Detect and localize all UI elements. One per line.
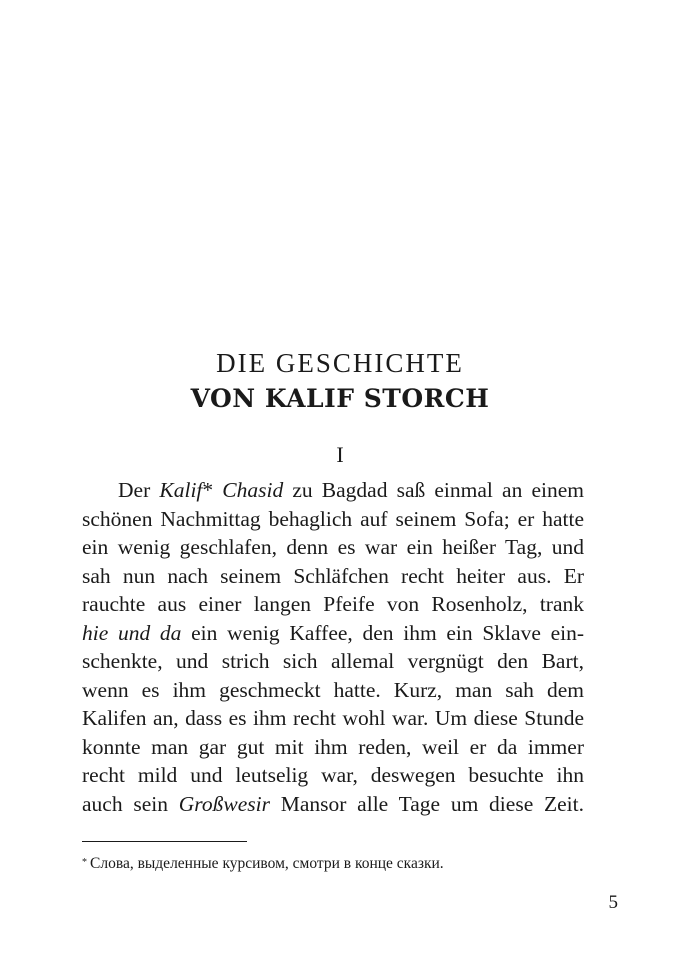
text-run: Mansor alle Tage um diese Zeit. [269,791,585,816]
text-run: wenn es ihm geschmeckt hatte. Kurz, man sah dem [82,677,584,702]
italic-term: Chasid [222,478,284,502]
text-run: sah nun nach seinem Schläfchen recht heiter aus. Er [82,563,584,588]
text-line [82,590,584,619]
footnote [82,853,584,875]
text-line [82,761,584,790]
italic-term: hie und da [82,620,182,645]
italic-term: Großwesir [178,791,270,816]
text-run: zu Bagdad saß einmal an einem [283,478,584,502]
italic-term: Kalif [159,478,203,502]
text-run: ein wenig geschlafen, denn es war ein heißer Tag, und [82,535,584,559]
text-run: * [202,478,223,502]
text-line [82,790,584,819]
text-line [82,505,584,534]
text-run: auch sein [82,791,179,816]
chapter-number: I [336,442,344,467]
text-line [82,619,584,648]
text-run: ein wenig Kaffee, den ihm ein Sklave ein- [181,620,584,645]
text-run: Kalifen an, dass es ihm recht wohl war. Um diese Stunde [82,706,584,730]
text-run: schenkte, und strich sich allemal vergnügt den Bart, [82,649,584,673]
chapter-title-line-2: VON KALIF STORCH [190,384,490,413]
text-run: Der [118,478,160,502]
footnote-text: Слова, выделенные курсивом, смотри в конце сказки. [90,855,444,872]
text-line [82,647,584,676]
text-line [82,562,584,591]
main-paragraph [82,476,584,818]
text-run: rauchte aus einer langen Pfeife von Rosenholz, trank [82,592,584,616]
text-line [82,676,584,705]
footnote-divider [82,841,247,842]
text-line [82,704,584,733]
text-line [82,733,584,762]
text-run: schönen Nachmittag behaglich auf seinem Sofa; er hatte [82,506,584,531]
text-line [82,533,584,562]
chapter-title-line-1: DIE GESCHICHTE [216,348,464,378]
page-number: 5 [608,892,618,913]
text-run: recht mild und leutselig war, deswegen besuchte ihn [82,763,584,787]
text-line [82,476,584,505]
footnote-marker: * [82,857,87,868]
text-run: konnte man gar gut mit ihm reden, weil er da immer [82,734,584,759]
